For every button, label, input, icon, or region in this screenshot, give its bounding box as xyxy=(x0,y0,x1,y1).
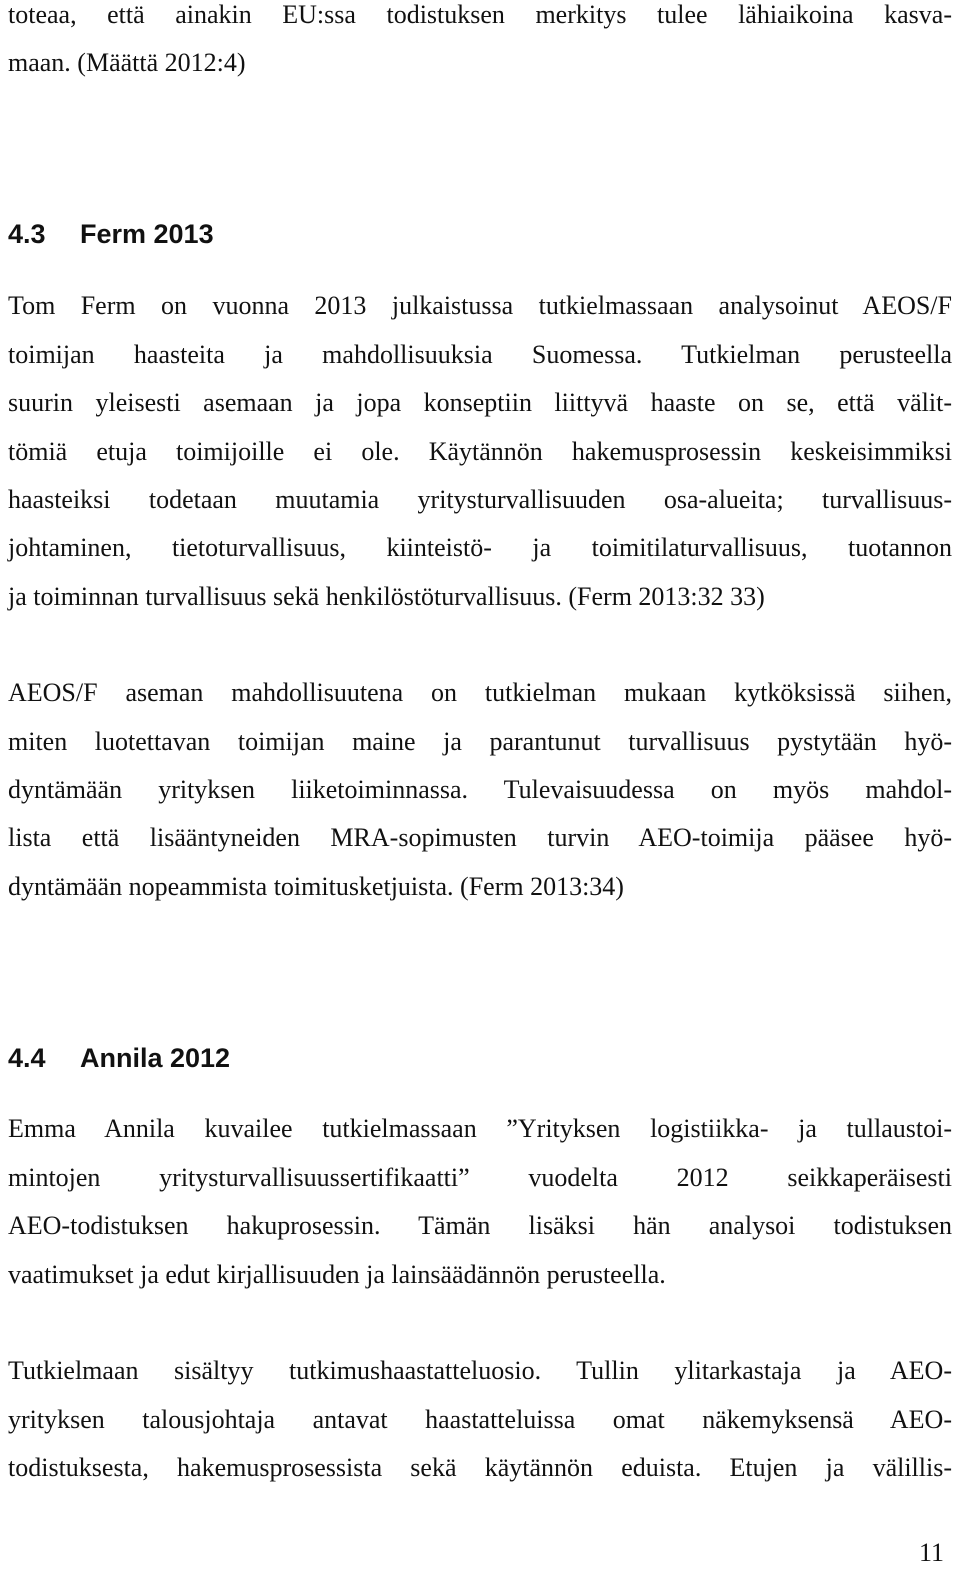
paragraph-line: dyntämään nopeammista toimitusketjuista. (Ferm 2013:34) xyxy=(8,872,624,901)
paragraph-line: tömiä etuja toimijoille ei ole. Käytännön hakemusprosessin keskeisimmiksi xyxy=(8,437,952,466)
page-number: 11 xyxy=(918,1538,944,1567)
intro-line: toteaa, että ainakin EU:ssa todistuksen merkitys tulee lähiaikoina kasva- xyxy=(8,0,952,29)
paragraph-line: ja toiminnan turvallisuus sekä henkilöstöturvallisuus. (Ferm 2013:32 33) xyxy=(8,582,765,611)
paragraph-line: AEOS/F aseman mahdollisuutena on tutkielman mukaan kytköksissä siihen, xyxy=(8,678,952,707)
paragraph-line: yrityksen talousjohtaja antavat haastatteluissa omat näkemyksensä AEO- xyxy=(8,1405,952,1434)
paragraph-line: toimijan haasteita ja mahdollisuuksia Suomessa. Tutkielman perusteella xyxy=(8,340,952,369)
paragraph-line: todistuksesta, hakemusprosessista sekä käytännön eduista. Etujen ja välillis- xyxy=(8,1453,952,1482)
paragraph-line: johtaminen, tietoturvallisuus, kiinteistö- ja toimitilaturvallisuus, tuotannon xyxy=(8,533,952,562)
paragraph-line: AEO-todistuksen hakuprosessin. Tämän lisäksi hän analysoi todistuksen xyxy=(8,1211,952,1240)
paragraph-line: dyntämään yrityksen liiketoiminnassa. Tulevaisuudessa on myös mahdol- xyxy=(8,775,952,804)
paragraph-line: miten luotettavan toimijan maine ja parantunut turvallisuus pystytään hyö- xyxy=(8,727,952,756)
section-number: 4.3 xyxy=(8,219,46,249)
section-title: Annila 2012 xyxy=(80,1043,231,1073)
section-heading xyxy=(8,1043,230,1073)
paragraph-line: Tom Ferm on vuonna 2013 julkaistussa tutkielmassaan analysoinut AEOS/F xyxy=(8,291,952,320)
paragraph-line: suurin yleisesti asemaan ja jopa konseptiin liittyvä haaste on se, että välit- xyxy=(8,388,952,417)
paragraph-line: Tutkielmaan sisältyy tutkimushaastatteluosio. Tullin ylitarkastaja ja AEO- xyxy=(8,1356,952,1385)
paragraph-line: haasteiksi todetaan muutamia yritysturvallisuuden osa-alueita; turvallisuus- xyxy=(8,485,952,514)
section-title: Ferm 2013 xyxy=(80,219,214,249)
paragraph-line: lista että lisääntyneiden MRA-sopimusten turvin AEO-toimija pääsee hyö- xyxy=(8,823,952,852)
paragraph-line: Emma Annila kuvailee tutkielmassaan ”Yrityksen logistiikka- ja tullaustoi- xyxy=(8,1114,952,1143)
paragraph-line: mintojen yritysturvallisuussertifikaatti” vuodelta 2012 seikkaperäisesti xyxy=(8,1163,952,1192)
paragraph-line: vaatimukset ja edut kirjallisuuden ja lainsäädännön perusteella. xyxy=(8,1260,666,1289)
section-number: 4.4 xyxy=(8,1043,46,1073)
intro-line: maan. (Määttä 2012:4) xyxy=(8,48,246,77)
section-heading xyxy=(8,219,214,249)
